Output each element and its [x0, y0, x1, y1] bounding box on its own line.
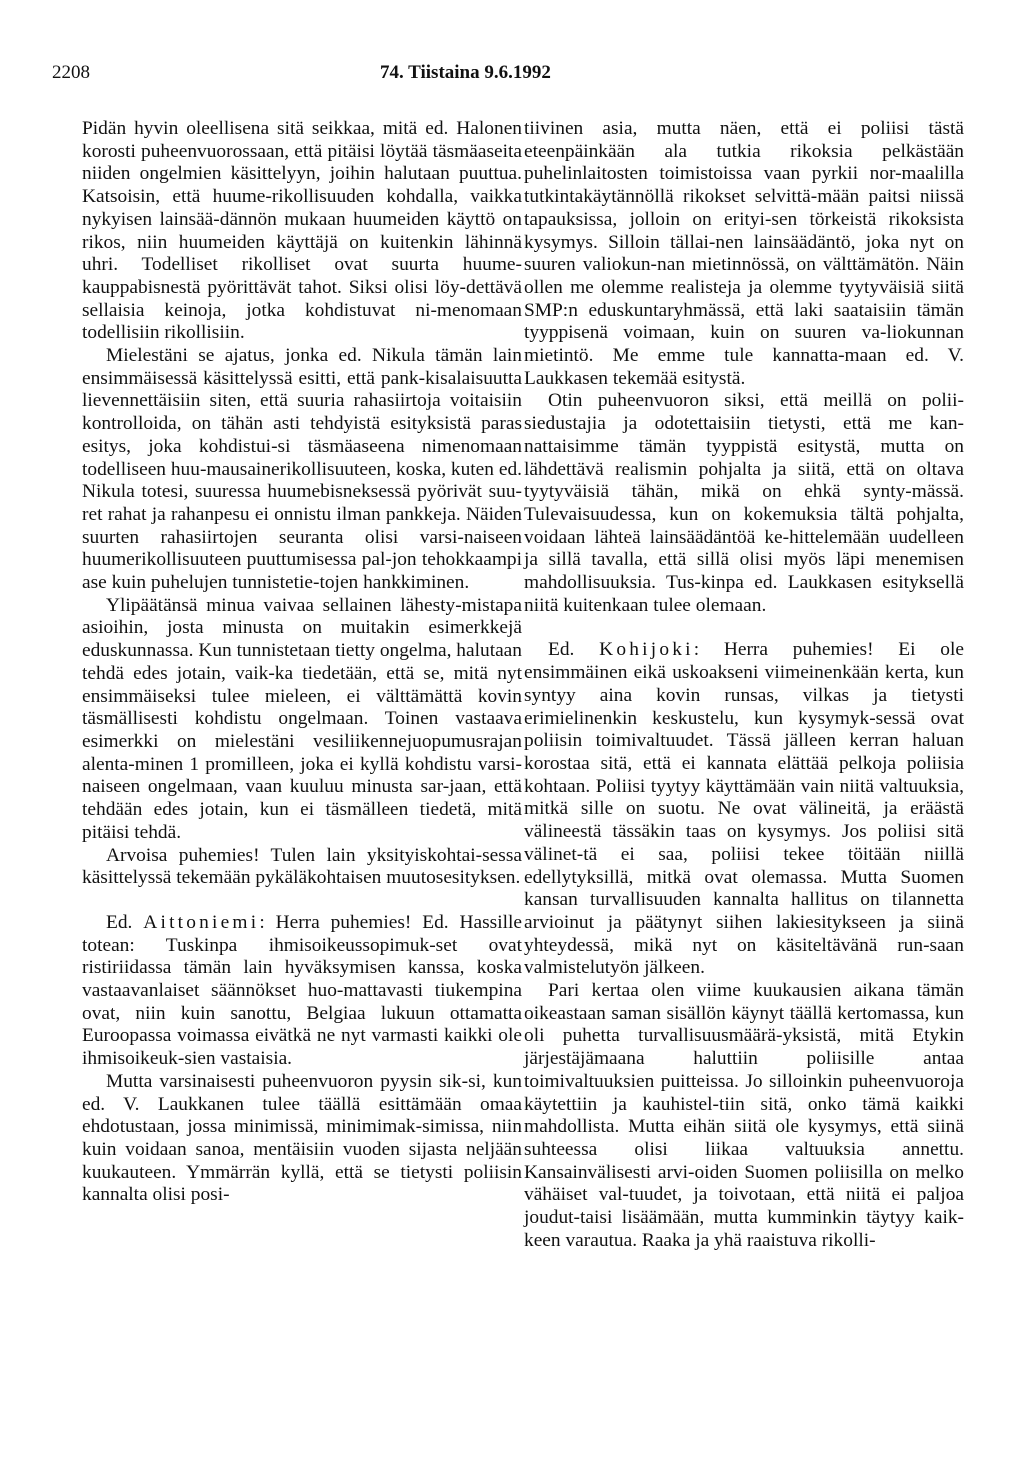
speaker-prefix: Ed. — [548, 639, 600, 661]
speaker-name: Kohijoki — [599, 639, 694, 661]
page-header: 74. Tiistaina 9.6.1992 — [380, 62, 551, 83]
left-column — [82, 118, 522, 1207]
page-number: 2208 — [52, 62, 90, 83]
paragraph: Mutta varsinaisesti puheenvuoron pyysin sik-si, kun ed. V. Laukkanen tulee täällä esittämään omaa ehdotustaan, jossa minimissä, minimimak-simissa, niin kuin voidaan sanoa, mentäisiin vuoden sijasta neljään kuukauteen. Ymmärrän kyllä, että se tietysti poliisin kannalta olisi posi- — [82, 1070, 522, 1206]
paragraph: Arvoisa puhemies! Tulen lain yksityiskohtai-sessa käsittelyssä tekemään pykäläkohtaisen muutosesityksen. — [82, 844, 522, 889]
speaker-name: Aittoniemi — [143, 911, 260, 933]
speech-text: : Herra puhemies! Ed. Hassille totean: Tuskinpa ihmisoikeussopimuk-set ovat ristiriidassa tämän lain hyväksymisen kanssa, koska vastaavanlaiset säännökset huo-mattavasti tiukempina ovat, niin kuin sanottu, Belgiaa lukuun ottamatta Euroopassa voimassa eivätkä ne nyt varmasti kaikki ole ihmisoikeuk-sien vastaisia. — [82, 911, 522, 1070]
speaker-prefix: Ed. — [106, 911, 144, 933]
paragraph: Mielestäni se ajatus, jonka ed. Nikula tämän lain ensimmäisessä käsittelyssä esitti, että pank-kisalaisuutta lievennettäisiin siten, että suuria rahasiirtoja voitaisiin kontrolloida, on tähän asti tehdyistä esityksistä paras esitys, joka kohdistui-si täsmäaseena nimenomaan todelliseen huu-mausainerikollisuuteen, koska, kuten ed. Nikula totesi, suuressa huumebisneksessä pyörivät suu-ret rahat ja rahanpesu ei onnistu ilman pankkeja. Näiden suurten rahasiirtojen seuranta olisi varsi-naiseen huumerikollisuuteen puuttumisessa pal-jon tehokkaampi ase kuin puhelujen tunnistetie-tojen hankkiminen. — [82, 345, 522, 594]
speech-text: : Herra puhemies! Ei ole ensimmäinen eikä uskoakseni viimeinenkään kerta, kun syntyy aina kovin runsas, vilkas ja tietysti erimielinenkin keskustelu, kun kysymyk-sessä ovat poliisin toimivaltuudet. Tässä jälleen kerran haluan korostaa sitä, että ei kannata elättää pelkoja poliisia kohtaan. Poliisi tyytyy käyttämään vain niitä valtuuksia, mitkä sille on suotu. Ne ovat välineitä, ja eräästä välineestä tässäkin taas on kysymys. Jos poliisi sitä välinet-tä ei saa, poliisi tekee töitään niillä edellytyksillä, mitkä ovat olemassa. Mutta Suomen kansan turvallisuuden kannalta hallitus on tilannetta arvioinut ja päätynyt siihen lakiesitykseen ja siinä yhteydessä, mikä nyt on käsiteltävänä run-saan valmistelutyön jälkeen. — [524, 639, 964, 979]
paragraph: Otin puheenvuoron siksi, että meillä on polii-siedustajia ja odotettaisiin tietysti, että me kan-nattaisimme tämän tyyppistä esitystä, mutta on lähdettävä realismin pohjalta ja siitä, että on oltava tyytyväisiä tähän, mikä on ehkä synty-mässä. Tulevaisuudessa, kun on kokemuksia tältä pohjalta, voidaan lähteä lainsäädäntöä ke-hittelemään uudelleen ja sillä tavalla, että sillä olisi myös läpi menemisen mahdollisuuksia. Tus-kinpa ed. Laukkasen esityksellä niitä kuitenkaan tulee olemaan. — [524, 390, 964, 616]
paragraph: Ylipäätänsä minua vaivaa sellainen lähesty-mistapa asioihin, josta minusta on muitakin esimerkkejä eduskunnassa. Kun tunnistetaan tietty ongelma, halutaan tehdä edes jotain, vaik-ka tiedetään, että se, mitä nyt ensimmäiseksi tulee mieleen, ei välttämättä kovin täsmällisesti kohdistu ongelmaan. Toinen vastaava esimerkki on mielestäni vesiliikennejuopumusrajan alenta-minen 1 promilleen, joka ei kyllä kohdistu varsi-naiseen ongelmaan, vaan kuuluu minusta sar-jaan, että tehdään edes jotain, kun ei täsmälleen tiedetä, mitä pitäisi tehdä. — [82, 594, 522, 843]
right-column — [524, 118, 964, 1252]
paragraph: Pari kertaa olen viime kuukausien aikana tämän oikeastaan saman sisällön käynyt täällä kertomassa, kun oli puhetta turvallisuusmäärä-yksistä, mitä Etykin järjestäjämaana haluttiin poliisille antaa toimivaltuuksien puitteissa. Jo silloinkin puheenvuoroja käytettiin ja kauhistel-tiin sitä, onko tämä kaikki mahdollista. Mutta eihän siitä ole kysymys, että siinä suhteessa olisi liikaa valtuuksia annettu. Kansainvälisesti arvi-oiden Suomen poliisilla on melko vähäiset val-tuudet, ja toivotaan, että niitä ei paljoa joudut-taisi lisäämään, mutta kumminkin täytyy kaik-keen varautua. Raaka ja yhä raaistuva rikolli- — [524, 980, 964, 1251]
paragraph: tiivinen asia, mutta näen, että ei poliisi tästä eteenpäinkään ala tutkia rikoksia pelkästään puhelinlaitosten toimistoissa vaan pyrkii nor-maalilla tutkintakäytännöllä rikokset selvittä-mään paitsi niissä tapauksissa, jolloin on erityi-sen törkeistä rikoksista kysymys. Silloin tällai-nen lainsäädäntö, joka nyt on suuren valiokun-nan mietinnössä, on välttämätön. Näin ollen me olemme realisteja ja olemme tyytyväisiä siitä SMP:n eduskuntaryhmässä, että laki saataisiin tämän tyyppisenä voimaan, kuin on suuren va-liokunnan mietintö. Me emme tule kannatta-maan ed. V. Laukkasen tekemää esitystä. — [524, 118, 964, 389]
paragraph: Pidän hyvin oleellisena sitä seikkaa, mitä ed. Halonen korosti puheenvuorossaan, että pitäisi löytää täsmäaseita niiden ongelmien käsittelyyn, joihin halutaan puuttua. Katsoisin, että huume-rikollisuuden kohdalla, vaikka nykyisen lainsää-dännön mukaan huumeiden käyttö on rikos, niin huumeiden käyttäjä on kuitenkin lähinnä uhri. Todelliset rikolliset ovat suurta huume-kauppabisnestä pyörittävät tahot. Siksi olisi löy-dettävä sellaisia keinoja, jotka kohdistuvat ni-menomaan todellisiin rikollisiin. — [82, 118, 522, 344]
speech-paragraph — [82, 912, 522, 1071]
speech-paragraph — [524, 639, 964, 980]
